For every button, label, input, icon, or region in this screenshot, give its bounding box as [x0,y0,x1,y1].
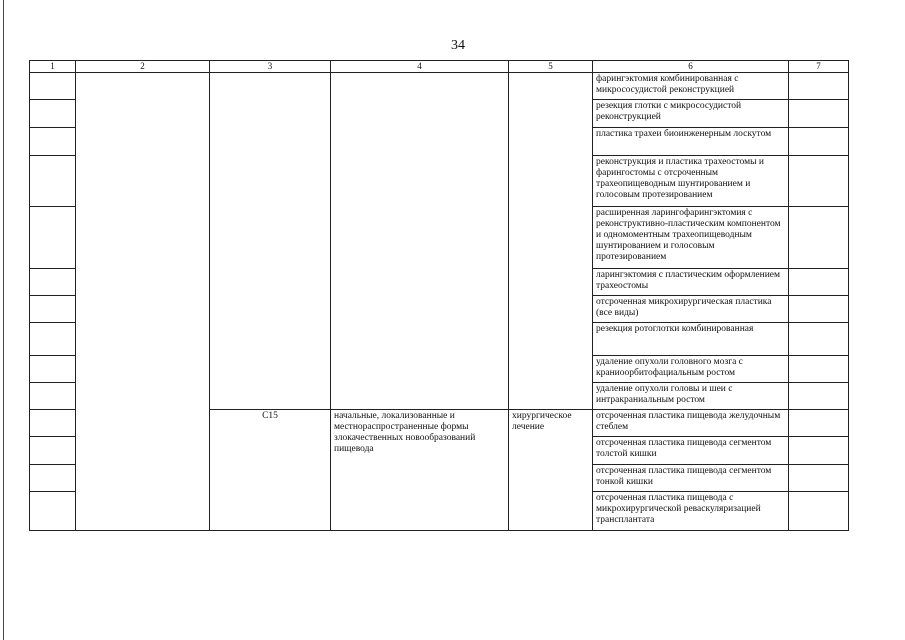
procedure-cell: фарингэктомия комбинированная с микрососудистой реконструкцией [593,73,789,100]
column-header-6: 6 [593,61,789,73]
col7-cell [789,437,849,465]
col1-cell [30,100,76,128]
column-header-4: 4 [331,61,509,73]
treatment-type-cell: хирургическое лечение [509,410,593,531]
procedure-cell: резекция глотки с микрососудистой реконструкцией [593,100,789,128]
col7-cell [789,73,849,100]
col4-merged-cell-upper [331,73,509,410]
col7-cell [789,492,849,531]
col1-cell [30,465,76,492]
col7-cell [789,296,849,323]
page-number: 34 [451,38,465,53]
col1-cell [30,492,76,531]
treatment-table [29,60,849,531]
col1-cell [30,207,76,269]
col7-cell [789,383,849,410]
col1-cell [30,296,76,323]
procedure-cell: отсроченная пластика пищевода желудочным стеблем [593,410,789,437]
column-header-2: 2 [76,61,210,73]
icd-code-cell: C15 [210,410,331,531]
col1-cell [30,410,76,437]
col7-cell [789,410,849,437]
col7-cell [789,323,849,356]
col5-merged-cell-upper [509,73,593,410]
procedure-cell: отсроченная пластика пищевода сегментом толстой кишки [593,437,789,465]
column-header-5: 5 [509,61,593,73]
col7-cell [789,465,849,492]
col1-cell [30,128,76,156]
col1-cell [30,323,76,356]
col7-cell [789,269,849,296]
col1-cell [30,437,76,465]
condition-cell: начальные, локализованные и местнораспространенные формы злокачественных новообразований пищевода [331,410,509,531]
procedure-cell: отсроченная пластика пищевода с микрохирургической реваскуляризацией трансплантата [593,492,789,531]
column-number-row [30,61,849,73]
procedure-cell: удаление опухоли головы и шеи с интракраниальным ростом [593,383,789,410]
procedure-cell: удаление опухоли головного мозга с краниоорбитофациальным ростом [593,356,789,383]
col1-cell [30,269,76,296]
col7-cell [789,156,849,207]
col1-cell [30,383,76,410]
page-left-edge-line [3,0,4,640]
col1-cell [30,73,76,100]
col3-merged-cell-upper [210,73,331,410]
procedure-cell: реконструкция и пластика трахеостомы и фарингостомы с отсроченным трахеопищеводным шунтированием и голосовым протезированием [593,156,789,207]
table-row [30,73,849,100]
col7-cell [789,128,849,156]
column-header-3: 3 [210,61,331,73]
procedure-cell: ларингэктомия с пластическим оформлением трахеостомы [593,269,789,296]
procedure-cell: пластика трахеи биоинженерным лоскутом [593,128,789,156]
procedure-cell: расширенная ларингофарингэктомия с реконструктивно-пластическим компонентом и одномоментным трахеопищеводным шунтированием и голосовым протезированием [593,207,789,269]
procedure-cell: резекция ротоглотки комбинированная [593,323,789,356]
column-header-1: 1 [30,61,76,73]
col7-cell [789,100,849,128]
col7-cell [789,356,849,383]
procedure-cell: отсроченная микрохирургическая пластика (все виды) [593,296,789,323]
column-header-7: 7 [789,61,849,73]
col1-cell [30,356,76,383]
col2-merged-cell [76,73,210,531]
col1-cell [30,156,76,207]
col7-cell [789,207,849,269]
procedure-cell: отсроченная пластика пищевода сегментом тонкой кишки [593,465,789,492]
